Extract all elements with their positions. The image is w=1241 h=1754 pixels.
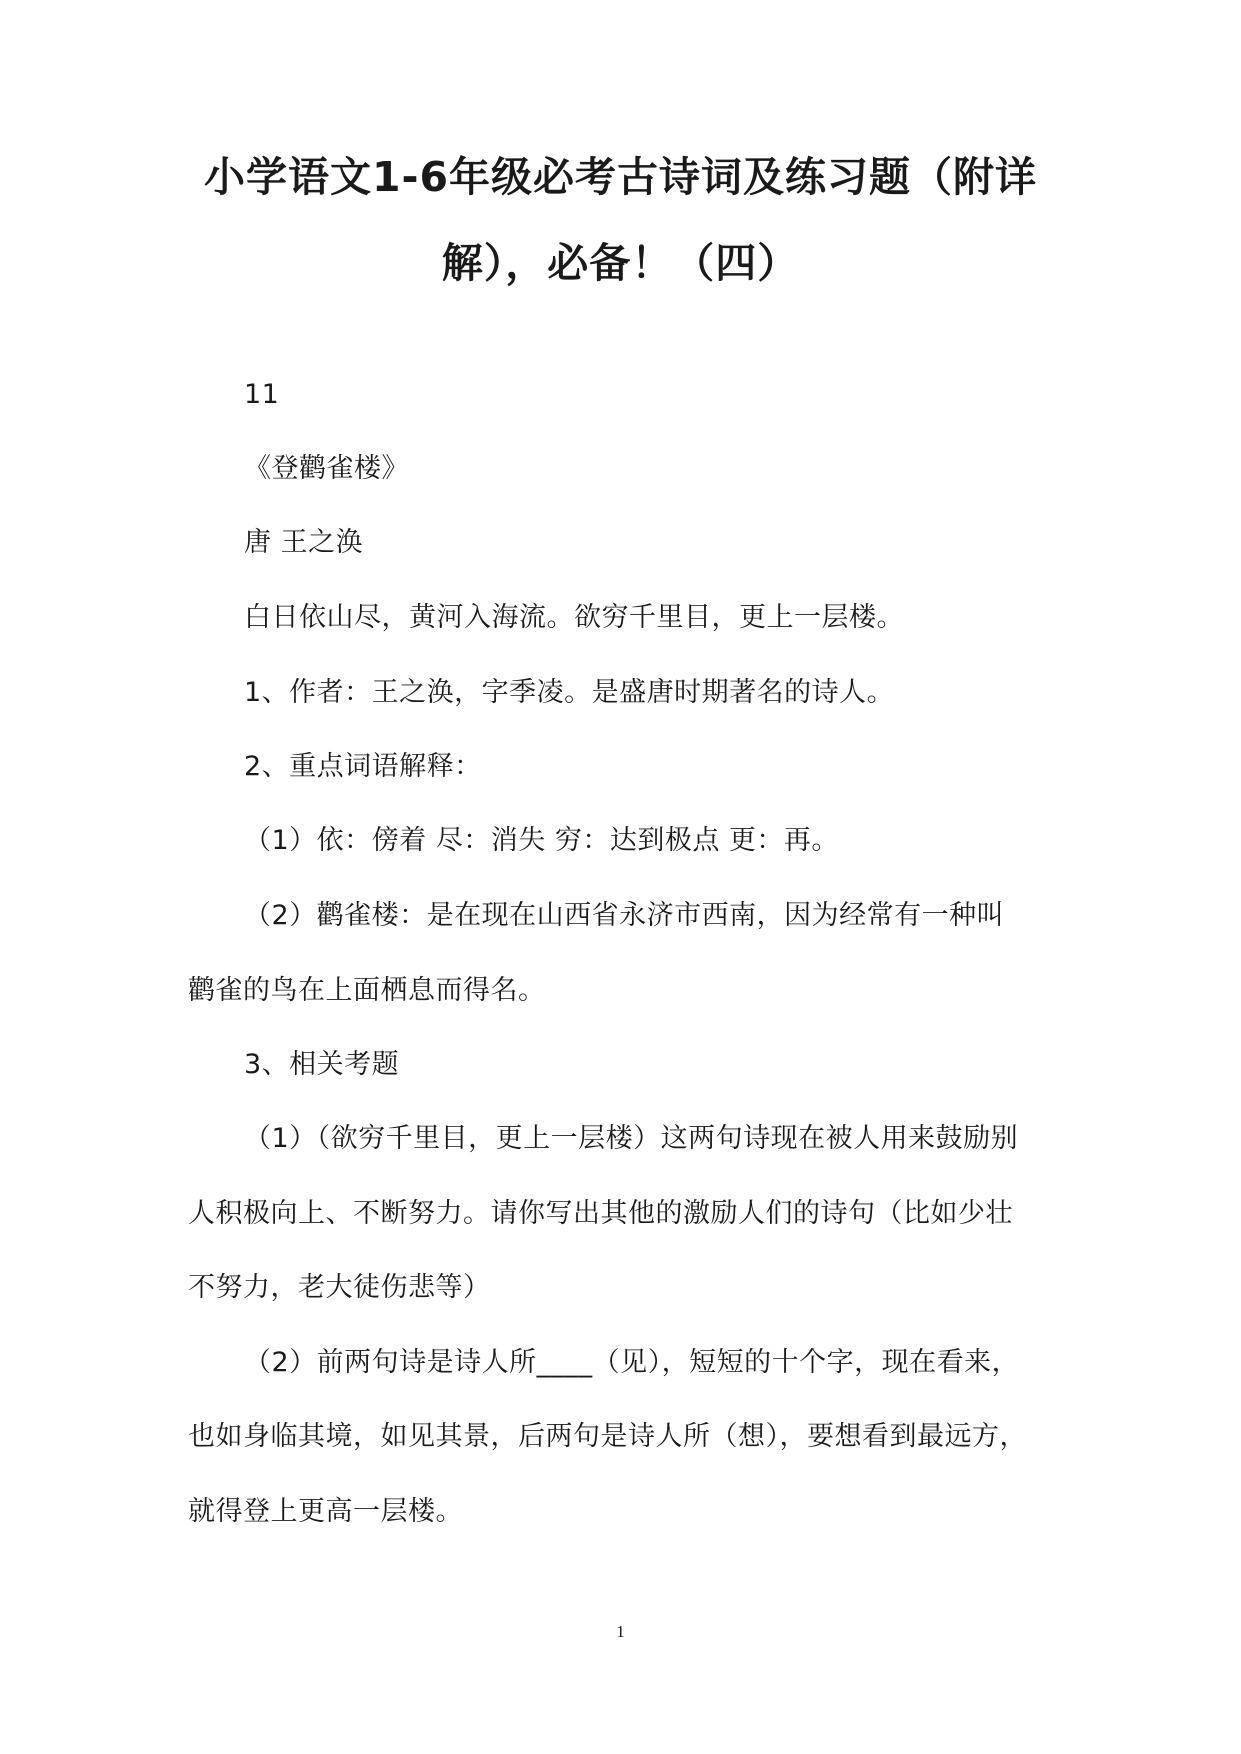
exam-question-1-line-3: 不努力，老大徒伤悲等） xyxy=(188,1272,491,1303)
vocab-heading: 2、重点词语解释： xyxy=(244,751,482,782)
poem-author: 唐 王之涣 xyxy=(244,527,364,558)
exam-question-1-line-1: （1）（欲穷千里目，更上一层楼）这两句诗现在被人用来鼓励别 xyxy=(244,1123,1019,1154)
vocab-item-2-line-1: （2）鹳雀楼：是在现在山西省永济市西南，因为经常有一种叫 xyxy=(244,900,1005,931)
section-number: 11 xyxy=(244,379,280,410)
document-title-line-1: 小学语文1-6年级必考古诗词及练习题（附详 xyxy=(203,153,1038,201)
poem-title: 《登鹳雀楼》 xyxy=(244,453,409,484)
document-title-line-2: 解），必备！（四） xyxy=(441,239,800,287)
vocab-item-2-line-2: 鹳雀的鸟在上面栖息而得名。 xyxy=(188,975,546,1006)
exam-question-2-line-2: 也如身临其境，如见其景，后两句是诗人所（想），要想看到最远方， xyxy=(188,1421,1027,1452)
exam-question-2-line-1: （2）前两句诗是诗人所____（见），短短的十个字，现在看来， xyxy=(244,1347,1020,1378)
poem-text: 白日依山尽，黄河入海流。欲穷千里目，更上一层楼。 xyxy=(244,602,904,633)
page-number: 1 xyxy=(616,1622,625,1641)
exam-question-2-line-3: 就得登上更高一层楼。 xyxy=(188,1496,463,1527)
vocab-item-1: （1）依：傍着 尽：消失 穷：达到极点 更：再。 xyxy=(244,825,839,856)
exam-question-1-line-2: 人积极向上、不断努力。请你写出其他的激励人们的诗句（比如少壮 xyxy=(188,1198,1013,1229)
author-note: 1、作者：王之涣，字季凌。是盛唐时期著名的诗人。 xyxy=(244,677,895,708)
exam-heading: 3、相关考题 xyxy=(244,1049,400,1080)
